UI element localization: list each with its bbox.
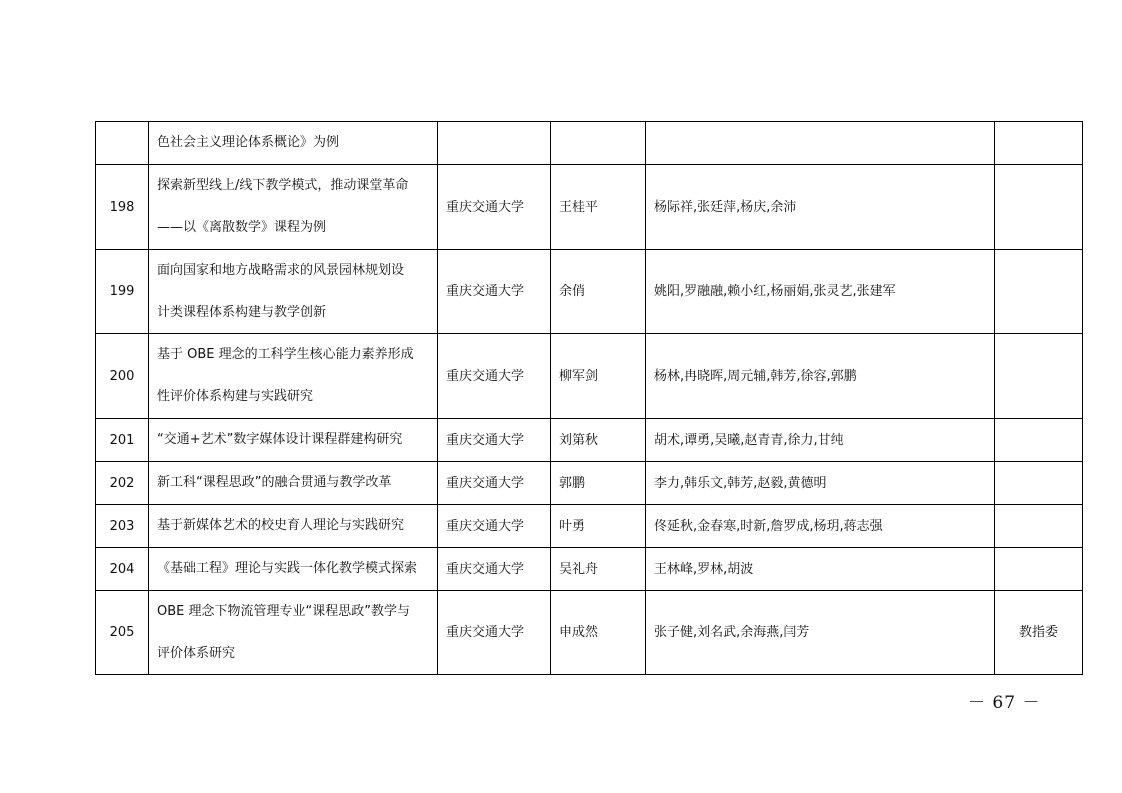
team-members: 佟延秋,金春寒,时新,詹罗成,杨玥,蒋志强 bbox=[646, 505, 995, 548]
school-name bbox=[438, 122, 551, 165]
table-row bbox=[96, 591, 1083, 675]
project-title-line: ——以《离散数学》课程为例 bbox=[157, 220, 327, 235]
table-row bbox=[96, 250, 1083, 334]
team-members: 张子健,刘名武,余海燕,闫芳 bbox=[646, 591, 995, 675]
project-title bbox=[149, 165, 438, 250]
project-title bbox=[149, 250, 438, 334]
table-body bbox=[96, 122, 1083, 675]
row-number: 198 bbox=[96, 165, 149, 250]
project-leader: 叶勇 bbox=[551, 505, 646, 548]
team-members: 李力,韩乐文,韩芳,赵毅,黄德明 bbox=[646, 462, 995, 505]
row-note bbox=[995, 334, 1083, 419]
project-title bbox=[149, 122, 438, 165]
project-title-line: 性评价体系构建与实践研究 bbox=[157, 389, 314, 404]
project-leader: 刘第秋 bbox=[551, 419, 646, 462]
row-number: 202 bbox=[96, 462, 149, 505]
school-name: 重庆交通大学 bbox=[438, 250, 551, 334]
school-name: 重庆交通大学 bbox=[438, 334, 551, 419]
project-title-line: 新工科“课程思政”的融合贯通与教学改革 bbox=[157, 475, 392, 490]
row-number: 203 bbox=[96, 505, 149, 548]
project-leader: 余俏 bbox=[551, 250, 646, 334]
row-number: 201 bbox=[96, 419, 149, 462]
school-name: 重庆交通大学 bbox=[438, 462, 551, 505]
team-members: 杨林,冉晓晖,周元辅,韩芳,徐容,郭鹏 bbox=[646, 334, 995, 419]
row-number: 199 bbox=[96, 250, 149, 334]
table-row bbox=[96, 462, 1083, 505]
project-title-line: 色社会主义理论体系概论》为例 bbox=[157, 135, 340, 150]
project-title-line: 《基础工程》理论与实践一体化教学模式探索 bbox=[157, 561, 418, 576]
table-row bbox=[96, 165, 1083, 250]
project-title bbox=[149, 505, 438, 548]
project-title bbox=[149, 462, 438, 505]
row-note bbox=[995, 165, 1083, 250]
team-members: 胡术,谭勇,吴曦,赵青青,徐力,甘纯 bbox=[646, 419, 995, 462]
row-note bbox=[995, 122, 1083, 165]
team-members: 杨际祥,张廷萍,杨庆,余沛 bbox=[646, 165, 995, 250]
row-note: 教指委 bbox=[995, 591, 1083, 675]
project-leader: 王桂平 bbox=[551, 165, 646, 250]
school-name: 重庆交通大学 bbox=[438, 591, 551, 675]
row-number bbox=[96, 122, 149, 165]
project-leader: 申成然 bbox=[551, 591, 646, 675]
school-name: 重庆交通大学 bbox=[438, 419, 551, 462]
project-title-line: 评价体系研究 bbox=[157, 645, 236, 661]
project-leader bbox=[551, 122, 646, 165]
team-members: 王林峰,罗林,胡波 bbox=[646, 548, 995, 591]
school-name: 重庆交通大学 bbox=[438, 165, 551, 250]
page-number: － 67 － bbox=[968, 693, 1041, 713]
project-title-line: 基于 OBE 理念的工科学生核心能力素养形成 bbox=[157, 347, 414, 362]
project-title-line: 基于新媒体艺术的校史育人理论与实践研究 bbox=[157, 518, 405, 533]
row-note bbox=[995, 505, 1083, 548]
project-leader: 柳军剑 bbox=[551, 334, 646, 419]
team-members: 姚阳,罗融融,赖小红,杨丽娟,张灵艺,张建军 bbox=[646, 250, 995, 334]
table-row bbox=[96, 122, 1083, 165]
project-title-line: 探索新型线上/线下教学模式，推动课堂革命 bbox=[157, 178, 409, 193]
project-leader: 郭鹏 bbox=[551, 462, 646, 505]
project-title bbox=[149, 334, 438, 419]
table-row bbox=[96, 419, 1083, 462]
project-title bbox=[149, 548, 438, 591]
table-row bbox=[96, 505, 1083, 548]
row-note bbox=[995, 462, 1083, 505]
row-note bbox=[995, 548, 1083, 591]
project-title-line: “交通+艺术”数字媒体设计课程群建构研究 bbox=[157, 432, 403, 447]
project-title-line: 面向国家和地方战略需求的风景园林规划设 bbox=[157, 262, 405, 278]
table-row bbox=[96, 548, 1083, 591]
table-row bbox=[96, 334, 1083, 419]
project-list-table bbox=[95, 121, 1083, 675]
school-name: 重庆交通大学 bbox=[438, 548, 551, 591]
school-name: 重庆交通大学 bbox=[438, 505, 551, 548]
project-title-line: OBE 理念下物流管理专业“课程思政”教学与 bbox=[157, 603, 410, 619]
team-members bbox=[646, 122, 995, 165]
project-title bbox=[149, 419, 438, 462]
row-note bbox=[995, 250, 1083, 334]
row-note bbox=[995, 419, 1083, 462]
project-leader: 吴礼舟 bbox=[551, 548, 646, 591]
row-number: 205 bbox=[96, 591, 149, 675]
row-number: 204 bbox=[96, 548, 149, 591]
project-title bbox=[149, 591, 438, 675]
row-number: 200 bbox=[96, 334, 149, 419]
project-title-line: 计类课程体系构建与教学创新 bbox=[157, 304, 327, 320]
